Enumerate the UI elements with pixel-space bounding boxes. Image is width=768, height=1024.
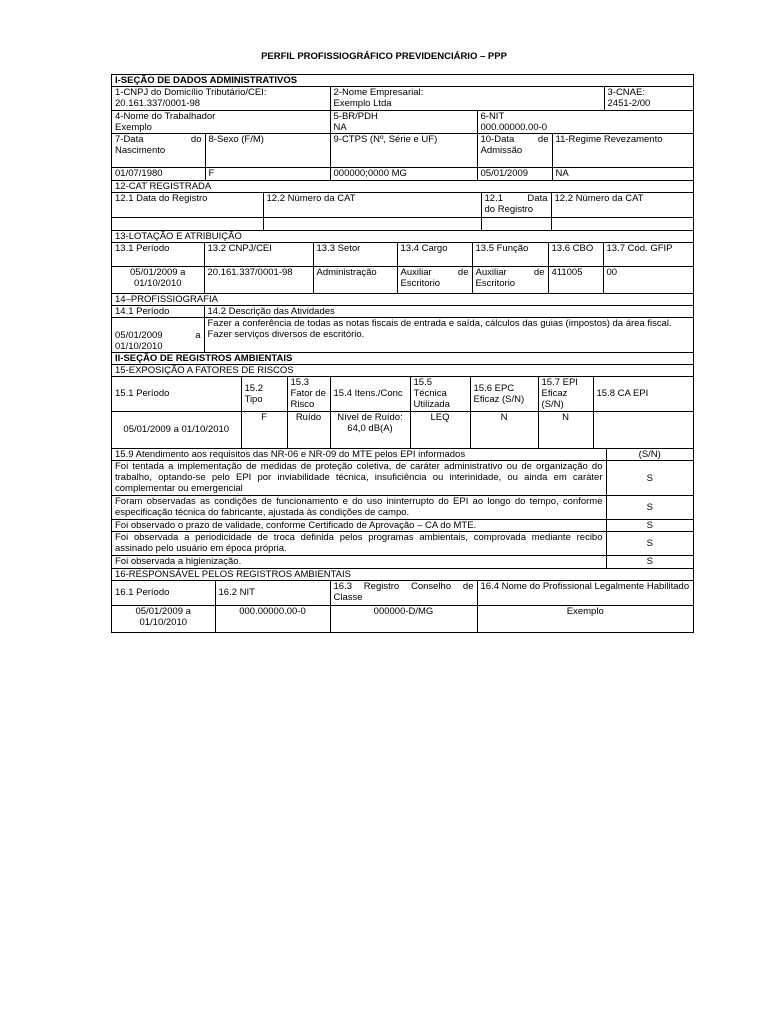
profissiografia-heading: 14–PROFISSIOGRAFIA [112, 293, 693, 305]
resp-conselho: 000000-D/MG [330, 606, 477, 632]
lotacao-funcao-2: Escritorio [475, 277, 516, 289]
regime-label: 11-Regime Revezamento [552, 134, 693, 167]
lotacao-header-cbo: 13.6 CBO [548, 243, 603, 266]
birthdate-label: 7-Data [115, 134, 144, 145]
req-item-text: Foi tentada a implementação de medidas de proteção coletiva, de caráter administrativo ou de organização do trabalho, optando-se pelo EPI por inviabilidade técnica, insuficiência ou interinidade, ou ainda em caráter complementar ou emergencial [112, 461, 606, 496]
cat-date-value [112, 217, 263, 230]
regime-value: NA [552, 167, 693, 180]
cat-date-label-2-data: Data [527, 193, 548, 204]
cat-date-label-2-b: do Registro [484, 204, 534, 215]
lotacao-cargo: Auxiliar [400, 266, 432, 278]
req-item-value: S [606, 532, 693, 556]
lotacao-cbo: 411005 [548, 266, 603, 293]
prof-periodo: 05/01/2009 [115, 329, 163, 341]
lotacao-funcao: Auxiliar [475, 266, 507, 278]
lotacao-heading: 13-LOTAÇÃO E ATRIBUIÇÃO [112, 230, 693, 242]
cnpj-value: 20.161.337/0001-98 [115, 98, 201, 109]
prof-periodo-2: 01/10/2010 [115, 340, 163, 352]
nit-cell [477, 110, 693, 133]
admission-label-cell [477, 134, 552, 167]
admission-label-2: Admissão [480, 145, 523, 156]
cat-date-label-2: 12.1 [484, 193, 503, 204]
cat-number-value-2 [551, 217, 693, 230]
lotacao-gfip: 00 [603, 266, 693, 293]
exp-header-periodo: 15.1 Período [112, 377, 241, 412]
exp-header-itens: 15.4 Itens./Conc [330, 377, 410, 412]
exp-epc: N [470, 412, 538, 448]
req-item-value: S [606, 556, 693, 568]
exp-header-epi: 15.7 EPI Eficaz (S/N) [538, 377, 593, 412]
prof-desc-1: Fazer a conferência de todas as notas fiscais de entrada e saída, cálculos das guias (impostos) da área fiscal. [207, 318, 672, 329]
worker-cell [112, 110, 330, 133]
lotacao-periodo: 05/01/2009 a 01/10/2010 [112, 266, 204, 293]
lotacao-cargo-2: Escritorio [400, 277, 441, 289]
nit-label: 6-NIT [480, 110, 505, 122]
birthdate-label-cell [112, 134, 205, 167]
exp-epi: N [538, 412, 593, 448]
responsible-table [112, 581, 693, 632]
lotacao-funcao-cell [472, 266, 548, 293]
worker-details-table [112, 134, 693, 180]
company-value: Exemplo Ltda [333, 98, 392, 109]
ppp-form [111, 74, 694, 633]
exp-header-tipo: 15.2 Tipo [241, 377, 287, 412]
birthdate-label-2: Nascimento [115, 145, 166, 156]
br-pdh-label: 5-BR/PDH [333, 110, 378, 122]
cat-number-label-2: 12.2 Número da CAT [551, 193, 693, 217]
resp-periodo-label: 16.1 Período [112, 581, 215, 606]
exp-fator: Ruído [287, 412, 330, 448]
req-sn-label: (S/N) [606, 449, 693, 461]
cnpj-label: 1-CNPJ do Domicílio Tributário/CEI: [115, 87, 267, 98]
administrative-table [112, 87, 693, 133]
exp-periodo: 05/01/2009 a 01/10/2010 [112, 412, 241, 448]
req-item-text: Foram observadas as condições de funcionamento e do uso ininterrupto do EPI ao longo do tempo, conforme especificação técnica do fabricante, ajustada às condições de campo. [112, 496, 606, 520]
resp-nit: 000.00000.00-0 [215, 606, 330, 632]
section-1-heading: I-SEÇÃO DE DADOS ADMINISTRATIVOS [115, 75, 298, 86]
cnpj-cell [112, 87, 330, 110]
br-pdh-value: NA [333, 121, 347, 133]
profissiografia-table [112, 306, 693, 352]
prof-desc-label: 14.2 Descrição das Atividades [204, 306, 693, 318]
company-label: 2-Nome Empresarial: [333, 87, 424, 98]
resp-nome: Exemplo [477, 606, 693, 632]
document-title: PERFIL PROFISSIOGRÁFICO PREVIDENCIÁRIO – PPP [261, 51, 507, 62]
exp-header-tecnica: 15.5 Técnica Utilizada [410, 377, 470, 412]
lotacao-cargo-cell [397, 266, 472, 293]
cnae-value: 2451-2/00 [607, 98, 651, 109]
prof-periodo-label: 14.1 Período [112, 306, 204, 318]
lotacao-header-setor: 13.3 Setor [313, 243, 397, 266]
resp-periodo: 05/01/2009 a 01/10/2010 [112, 606, 215, 632]
cat-number-label: 12.2 Número da CAT [263, 193, 481, 217]
br-pdh-cell [330, 110, 477, 133]
lotacao-header-cargo: 13.4 Cargo [397, 243, 472, 266]
req-item-text: Foi observado o prazo de validade, conforme Certificado de Aprovação – CA do MTE. [112, 520, 606, 532]
lotacao-header-cnpj: 13.2 CNPJ/CEI [204, 243, 313, 266]
sex-label: 8-Sexo (F/M) [205, 134, 330, 167]
exp-ca [593, 412, 693, 448]
sex-value: F [205, 167, 330, 180]
cat-number-value [263, 217, 481, 230]
admission-label: 10-Data [480, 134, 515, 145]
worker-value: Exemplo [115, 121, 152, 133]
lotacao-header-gfip: 13.7 Cód. GFIP [603, 243, 693, 266]
lotacao-header-periodo: 13.1 Período [112, 243, 204, 266]
req-item-value: S [606, 496, 693, 520]
admission-label-de: de [537, 134, 549, 145]
lotacao-header-funcao: 13.5 Função [472, 243, 548, 266]
nit-value: 000.00000.00-0 [480, 121, 548, 133]
cnae-label: 3-CNAE: [607, 87, 645, 98]
exp-header-fator: 15.3 Fator de Risco [287, 377, 330, 412]
req-item-value: S [606, 461, 693, 496]
prof-periodo-a: a [195, 329, 201, 341]
birthdate-label-do: do [190, 134, 202, 145]
exp-itens: Nível de Ruído: 64,0 dB(A) [330, 412, 410, 448]
requirements-table [112, 449, 693, 568]
lotacao-setor: Administração [313, 266, 397, 293]
req-item-value: S [606, 520, 693, 532]
birthdate-value: 01/07/1980 [112, 167, 205, 180]
lotacao-cnpj: 20.161.337/0001-98 [204, 266, 313, 293]
resp-conselho-label: 16.3 Registro Conselho de Classe [330, 581, 477, 606]
cat-date-label: 12.1 Data do Registro [112, 193, 263, 217]
exposure-table [112, 377, 693, 448]
prof-desc-2: Fazer serviços diversos de escritório. [207, 329, 365, 340]
lotacao-table [112, 243, 693, 293]
exp-tipo: F [241, 412, 287, 448]
cat-date-value-2 [481, 217, 551, 230]
ctps-label: 9-CTPS (Nº, Série e UF) [330, 134, 477, 167]
resp-nome-label: 16.4 Nome do Profissional Legalmente Habilitado [477, 581, 693, 606]
req-item-text: Foi observada a periodicidade de troca definida pelos programas ambientais, comprovada mediante recibo assinado pelo usuário em época própria. [112, 532, 606, 556]
company-cell [330, 87, 604, 110]
cat-date-label-2-cell [481, 193, 551, 217]
resp-nit-label: 16.2 NIT [215, 581, 330, 606]
cnae-cell [604, 87, 693, 110]
cat-heading: 12-CAT REGISTRADA [112, 180, 693, 192]
lotacao-cargo-de: de [457, 266, 469, 278]
cat-table [112, 193, 693, 230]
lotacao-funcao-de: de [533, 266, 545, 278]
worker-label: 4-Nome do Trabalhador [115, 110, 216, 122]
responsible-heading: 16-RESPONSÁVEL PELOS REGISTROS AMBIENTAIS [112, 568, 693, 580]
exp-header-ca: 15.8 CA EPI [593, 377, 693, 412]
section-2-heading: II-SEÇÃO DE REGISTROS AMBIENTAIS [112, 352, 693, 364]
exposure-heading: 15-EXPOSIÇÃO A FATORES DE RISCOS [112, 364, 693, 376]
req-item-text: Foi observada a higienização. [112, 556, 606, 568]
admission-value: 05/01/2009 [477, 167, 552, 180]
exp-tecnica: LEQ [410, 412, 470, 448]
prof-periodo-cell [112, 318, 204, 352]
req-label: 15.9 Atendimento aos requisitos das NR-06 e NR-09 do MTE pelos EPI informados [112, 449, 606, 461]
prof-desc-cell [204, 318, 693, 352]
ctps-value: 000000;0000 MG [330, 167, 477, 180]
exp-header-epc: 15.6 EPC Eficaz (S/N) [470, 377, 538, 412]
